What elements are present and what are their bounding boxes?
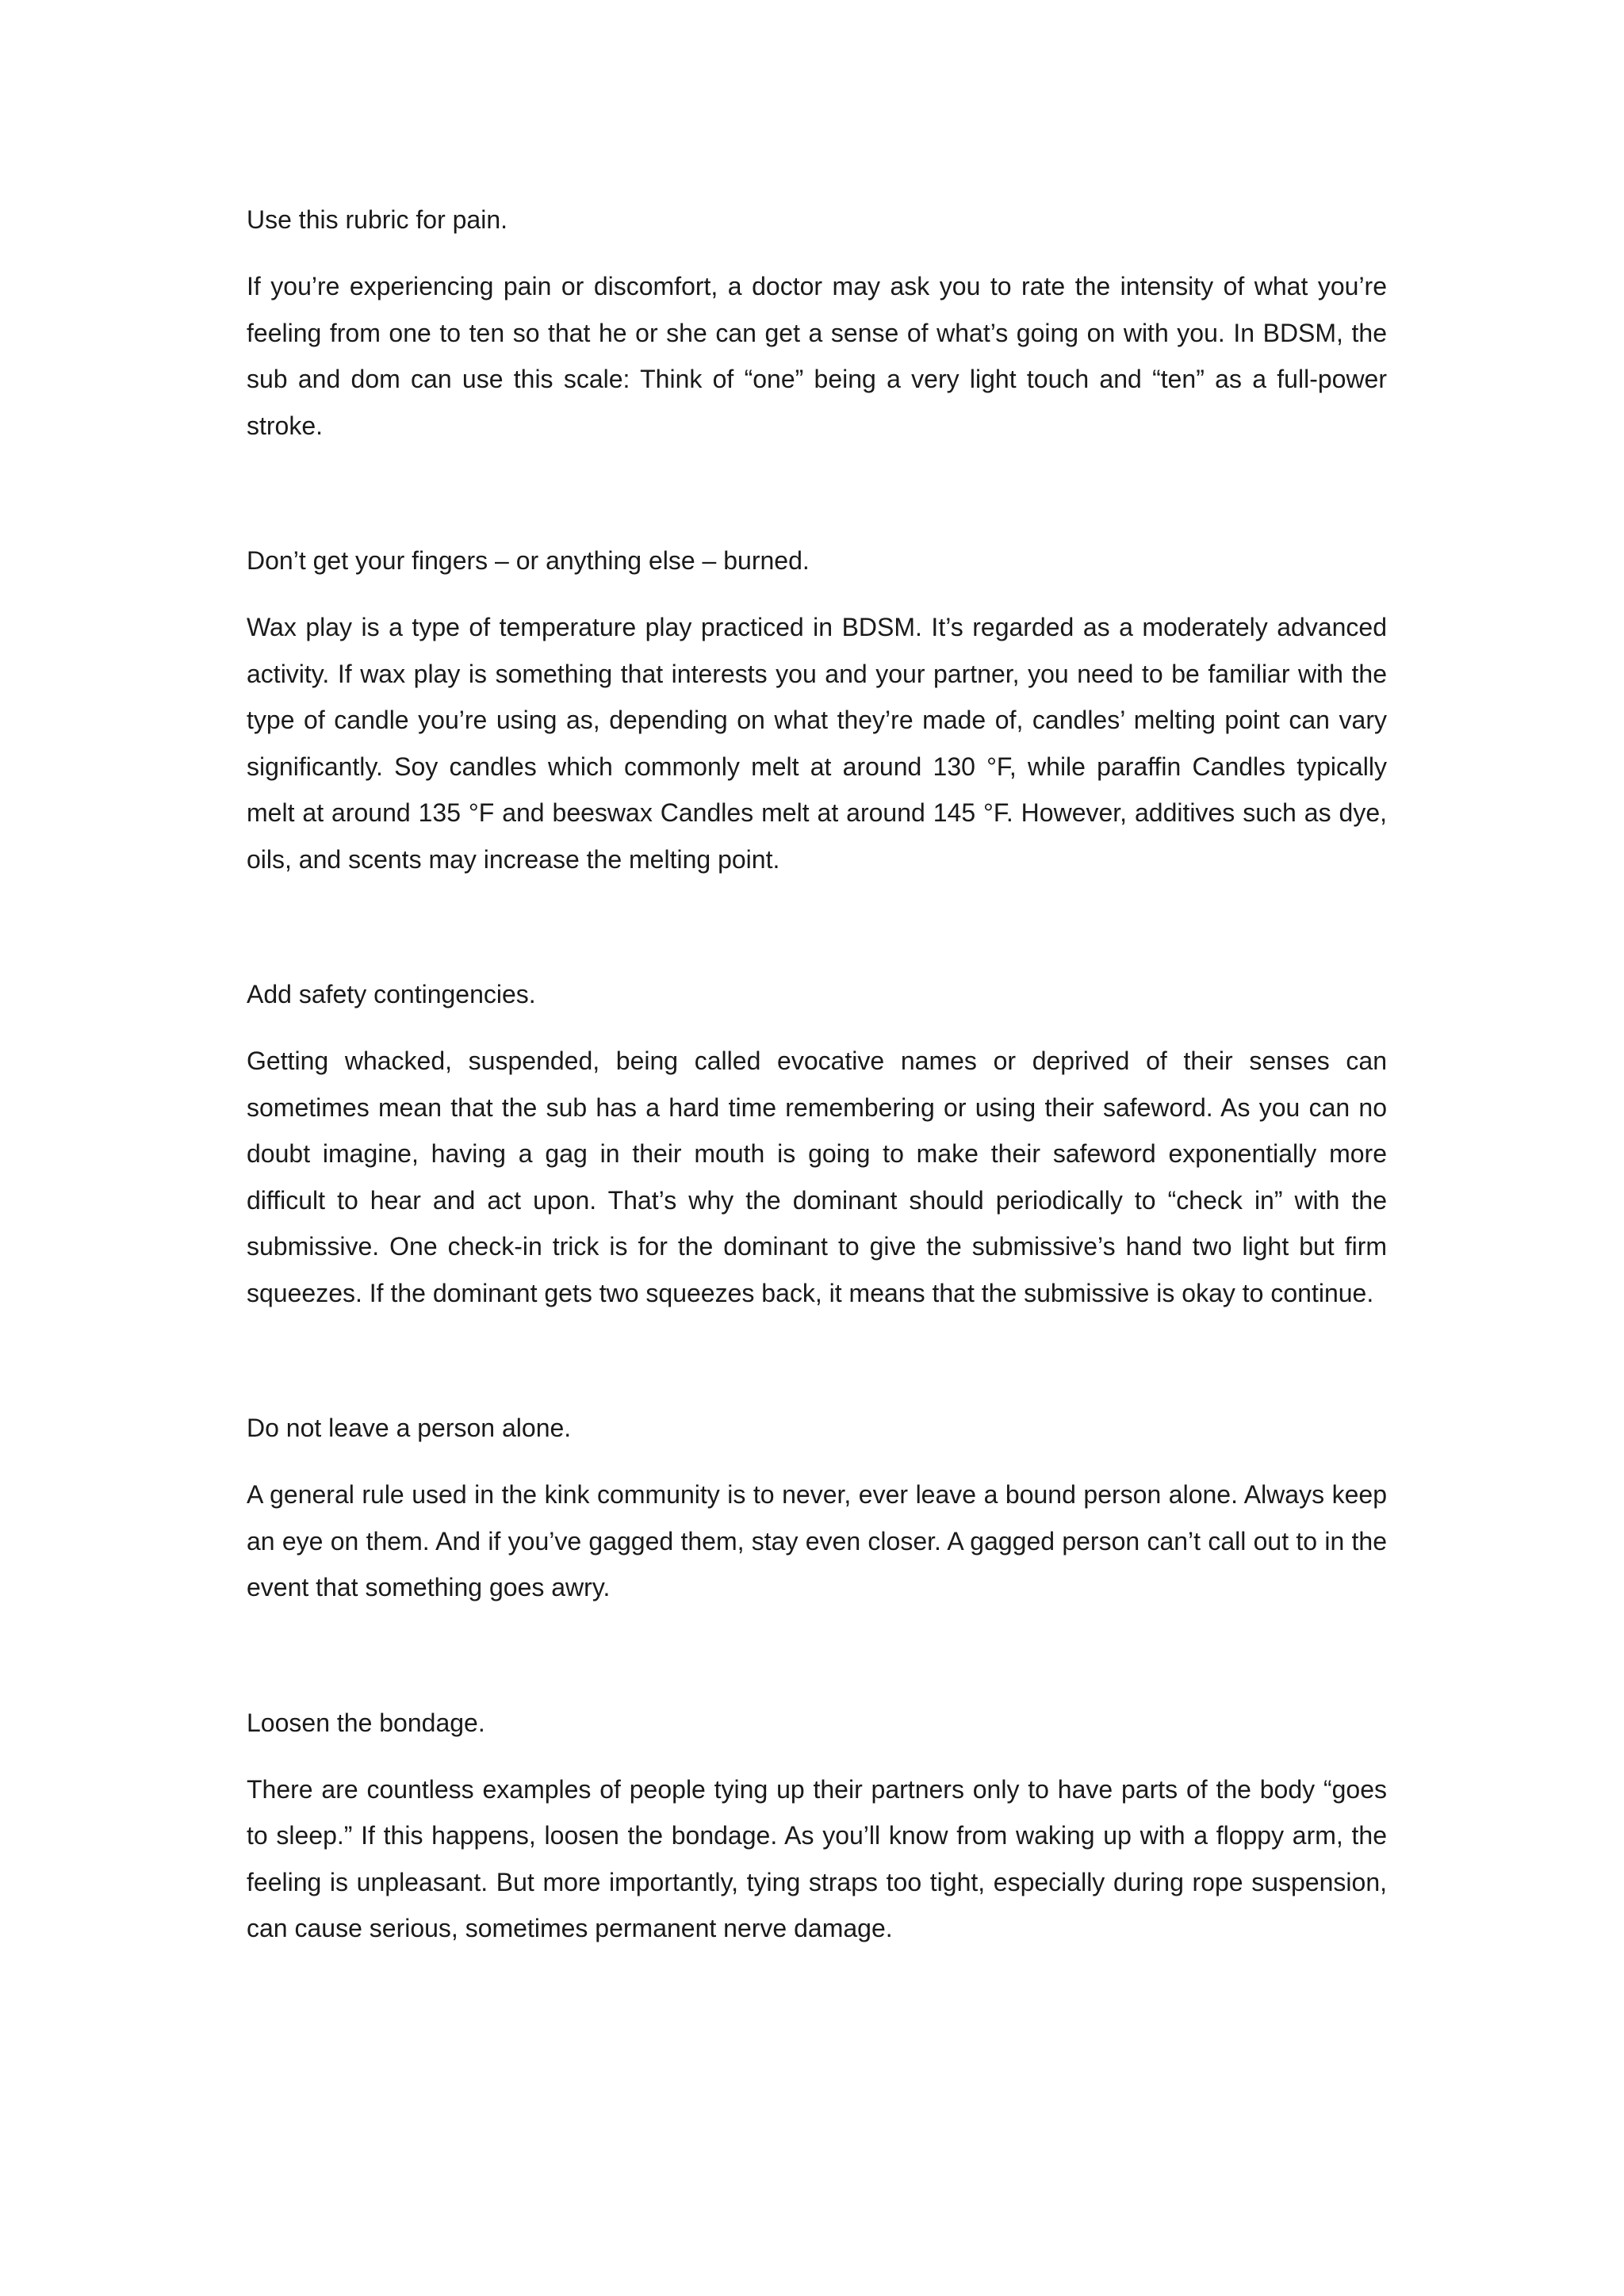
section-pain-rubric	[247, 197, 1387, 449]
section-heading: Add safety contingencies.	[247, 980, 536, 1008]
section-spacer	[247, 1611, 1387, 1700]
section-safety-contingencies	[247, 971, 1387, 1316]
section-paragraph: If you’re experiencing pain or discomfort, a doctor may ask you to rate the intensity of what you’re feeling from one to ten so that he or she can get a sense of what’s going on with you. In BDSM, the sub and dom can use this scale: Think of “one” being a very light touch and “ten” as a full-power stroke.	[247, 272, 1387, 440]
section-paragraph: Getting whacked, suspended, being called evocative names or deprived of their senses can sometimes mean that the sub has a hard time remembering or using their safeword. As you can no doubt imagine, having a gag in their mouth is going to make their safeword exponentially more difficult to hear and act upon. That’s why the dominant should periodically to “check in” with the submissive. One check-in trick is for the dominant to give the submissive’s hand two light but firm squeezes. If the dominant gets two squeezes back, it means that the submissive is okay to continue.	[247, 1047, 1387, 1307]
section-heading: Do not leave a person alone.	[247, 1414, 572, 1442]
section-paragraph: Wax play is a type of temperature play practiced in BDSM. It’s regarded as a moderately advanced activity. If wax play is something that interests you and your partner, you need to be familiar with the type of candle you’re using as, depending on what they’re made of, candles’ melting point can vary significantly. Soy candles which commonly melt at around 130 °F, while paraffin Candles typically melt at around 135 °F and beeswax Candles melt at around 145 °F. However, additives such as dye, oils, and scents may increase the melting point.	[247, 613, 1387, 874]
section-heading: Don’t get your fingers – or anything else – burned.	[247, 546, 810, 575]
section-spacer	[247, 449, 1387, 538]
section-do-not-leave-alone	[247, 1405, 1387, 1611]
section-spacer	[247, 1316, 1387, 1405]
section-spacer	[247, 882, 1387, 971]
section-heading: Loosen the bondage.	[247, 1708, 485, 1737]
section-wax-play	[247, 538, 1387, 882]
section-paragraph: There are countless examples of people tying up their partners only to have parts of the body “goes to sleep.” If this happens, loosen the bondage. As you’ll know from waking up with a floppy arm, the feeling is unpleasant. But more importantly, tying straps too tight, especially during rope suspension, can cause serious, sometimes permanent nerve damage.	[247, 1774, 1387, 1942]
section-loosen-bondage	[247, 1700, 1387, 1952]
document-page	[247, 197, 1387, 1952]
section-paragraph: A general rule used in the kink community is to never, ever leave a bound person alone. Always keep an eye on them. And if you’ve gagged them, stay even closer. A gagged person can’t call out to in the event that something goes awry.	[247, 1480, 1387, 1601]
section-heading: Use this rubric for pain.	[247, 205, 508, 234]
